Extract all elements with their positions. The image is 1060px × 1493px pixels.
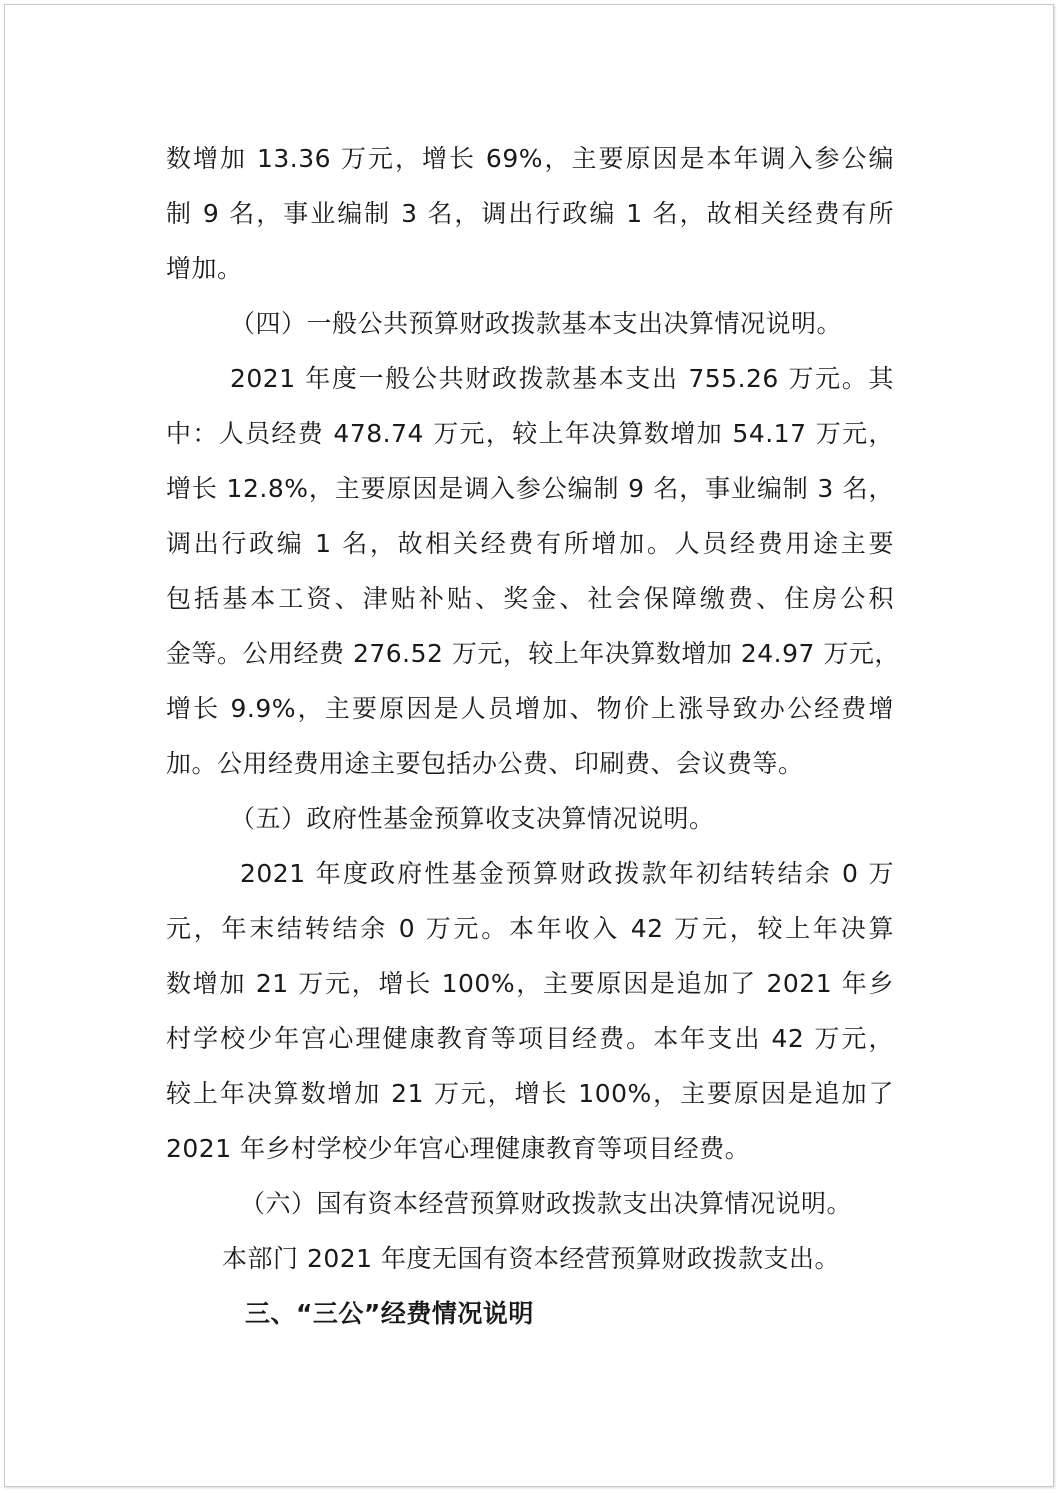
- body-line: 数增加 21 万元，增长 100%，主要原因是追加了 2021 年乡: [166, 969, 894, 998]
- body-line: 村学校少年宫心理健康教育等项目经费。本年支出 42 万元，: [166, 1024, 894, 1053]
- body-line: 2021 年度政府性基金预算财政拨款年初结转结余 0 万: [240, 859, 894, 888]
- body-line: 金等。公用经费 276.52 万元，较上年决算数增加 24.97 万元，: [166, 639, 900, 668]
- body-line: 增长 9.9%，主要原因是人员增加、物价上涨导致办公经费增: [166, 694, 894, 723]
- body-line: 较上年决算数增加 21 万元，增长 100%，主要原因是追加了: [166, 1079, 894, 1108]
- section-heading-4: （四）一般公共预算财政拨款基本支出决算情况说明。: [230, 309, 843, 338]
- body-line: 本部门 2021 年度无国有资本经营预算财政拨款支出。: [222, 1244, 841, 1273]
- body-line: 制 9 名，事业编制 3 名，调出行政编 1 名，故相关经费有所: [166, 199, 894, 228]
- section-heading-3: 三、“三公”经费情况说明: [245, 1299, 534, 1328]
- body-line: 元，年末结转结余 0 万元。本年收入 42 万元，较上年决算: [166, 914, 894, 943]
- body-line: 中：人员经费 478.74 万元，较上年决算数增加 54.17 万元，: [166, 419, 894, 448]
- body-line: 2021 年度一般公共财政拨款基本支出 755.26 万元。其: [230, 364, 894, 393]
- body-line: 增加。: [166, 254, 243, 283]
- section-heading-6: （六）国有资本经营预算财政拨款支出决算情况说明。: [240, 1189, 853, 1218]
- body-line: 包括基本工资、津贴补贴、奖金、社会保障缴费、住房公积: [166, 584, 894, 613]
- body-line: 数增加 13.36 万元，增长 69%，主要原因是本年调入参公编: [166, 144, 894, 173]
- section-heading-5: （五）政府性基金预算收支决算情况说明。: [230, 804, 715, 833]
- body-line: 增长 12.8%，主要原因是调入参公编制 9 名，事业编制 3 名，: [166, 474, 894, 503]
- body-line: 2021 年乡村学校少年宫心理健康教育等项目经费。: [166, 1134, 751, 1163]
- body-line: 调出行政编 1 名，故相关经费有所增加。人员经费用途主要: [166, 529, 894, 558]
- body-line: 加。公用经费用途主要包括办公费、印刷费、会议费等。: [166, 749, 804, 778]
